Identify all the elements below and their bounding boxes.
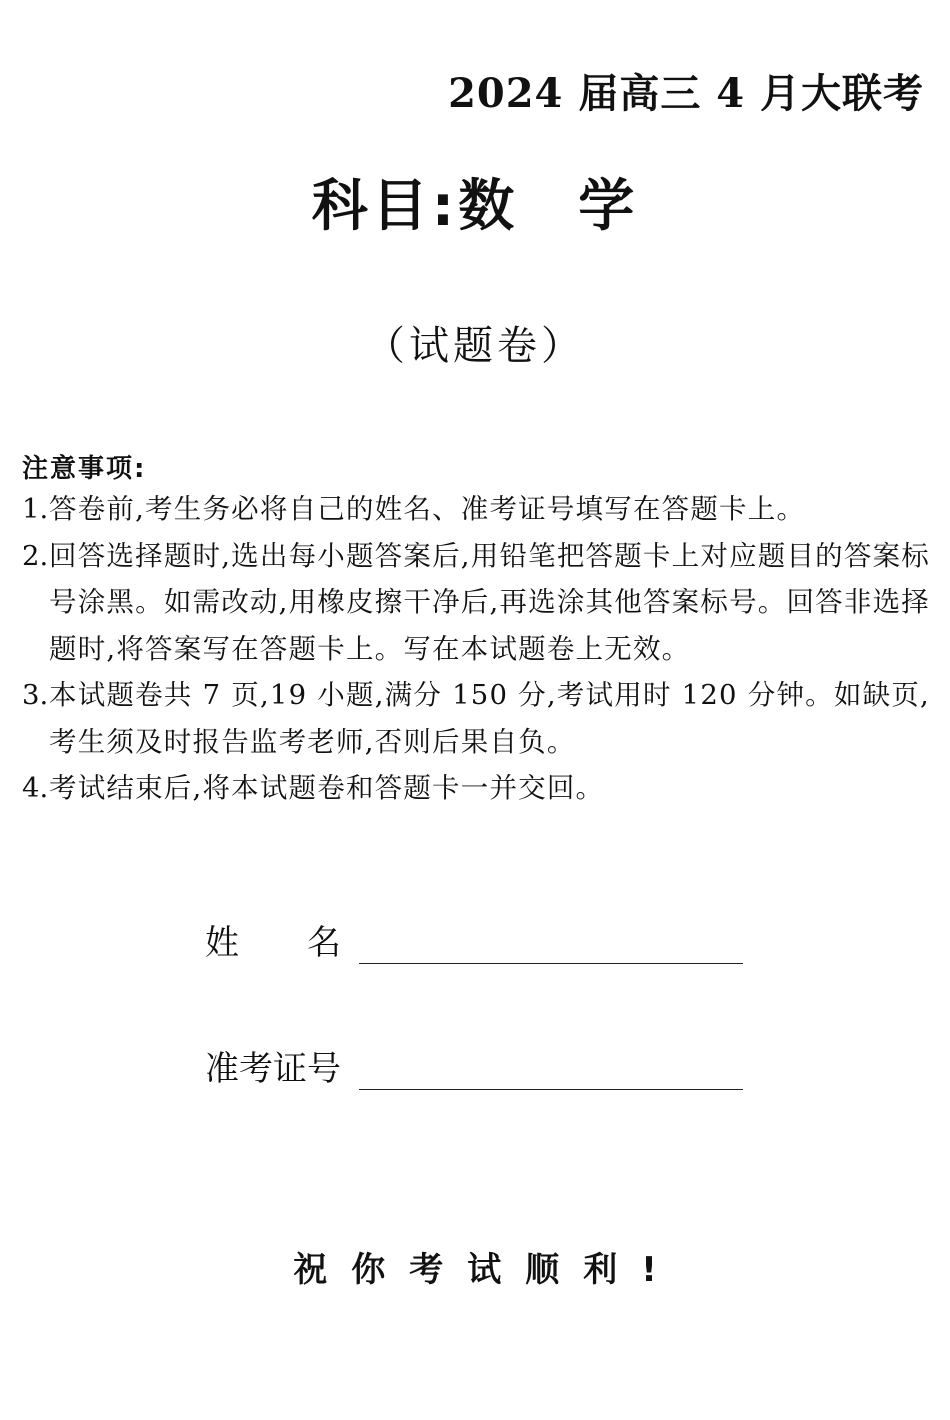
exam-id-label: 准考证号 [205, 1049, 341, 1089]
notice-item-text: 本试题卷共 7 页,19 小题,满分 150 分,考试用时 120 分钟。如缺页,考生须及时报告监考老师,否则后果自负。 [49, 679, 930, 758]
notice-item-number: 1. [22, 493, 49, 525]
notice-list [22, 486, 930, 812]
notice-item-4 [22, 765, 930, 812]
exam-id-field-row [205, 1046, 743, 1092]
notice-item-1 [22, 486, 930, 533]
name-field-line[interactable] [359, 963, 743, 964]
subject-title: 科目:数 学 [311, 174, 639, 239]
notice-item-text: 答卷前,考生务必将自己的姓名、准考证号填写在答题卡上。 [49, 493, 806, 525]
notice-heading: 注意事项: [22, 454, 147, 484]
exam-title: 2024 届高三 4 月大联考 [448, 70, 924, 117]
notice-item-2 [22, 533, 930, 673]
good-luck-message: 祝你考试顺利! [293, 1250, 681, 1290]
notice-item-3 [22, 672, 930, 765]
name-field-row [205, 920, 743, 966]
notice-item-number: 4. [22, 772, 49, 804]
notice-item-text: 回答选择题时,选出每小题答案后,用铅笔把答题卡上对应题目的答案标号涂黑。如需改动,用橡皮擦干净后,再选涂其他答案标号。回答非选择题时,将答案写在答题卡上。写在本试题卷上无效。 [49, 539, 930, 665]
notice-item-number: 3. [22, 679, 49, 711]
name-label: 姓 名 [205, 923, 341, 963]
notice-item-text: 考试结束后,将本试题卷和答题卡一并交回。 [49, 772, 605, 804]
paper-type-label: （试题卷） [365, 323, 585, 369]
notice-item-number: 2. [22, 539, 49, 572]
exam-id-field-line[interactable] [359, 1089, 743, 1090]
